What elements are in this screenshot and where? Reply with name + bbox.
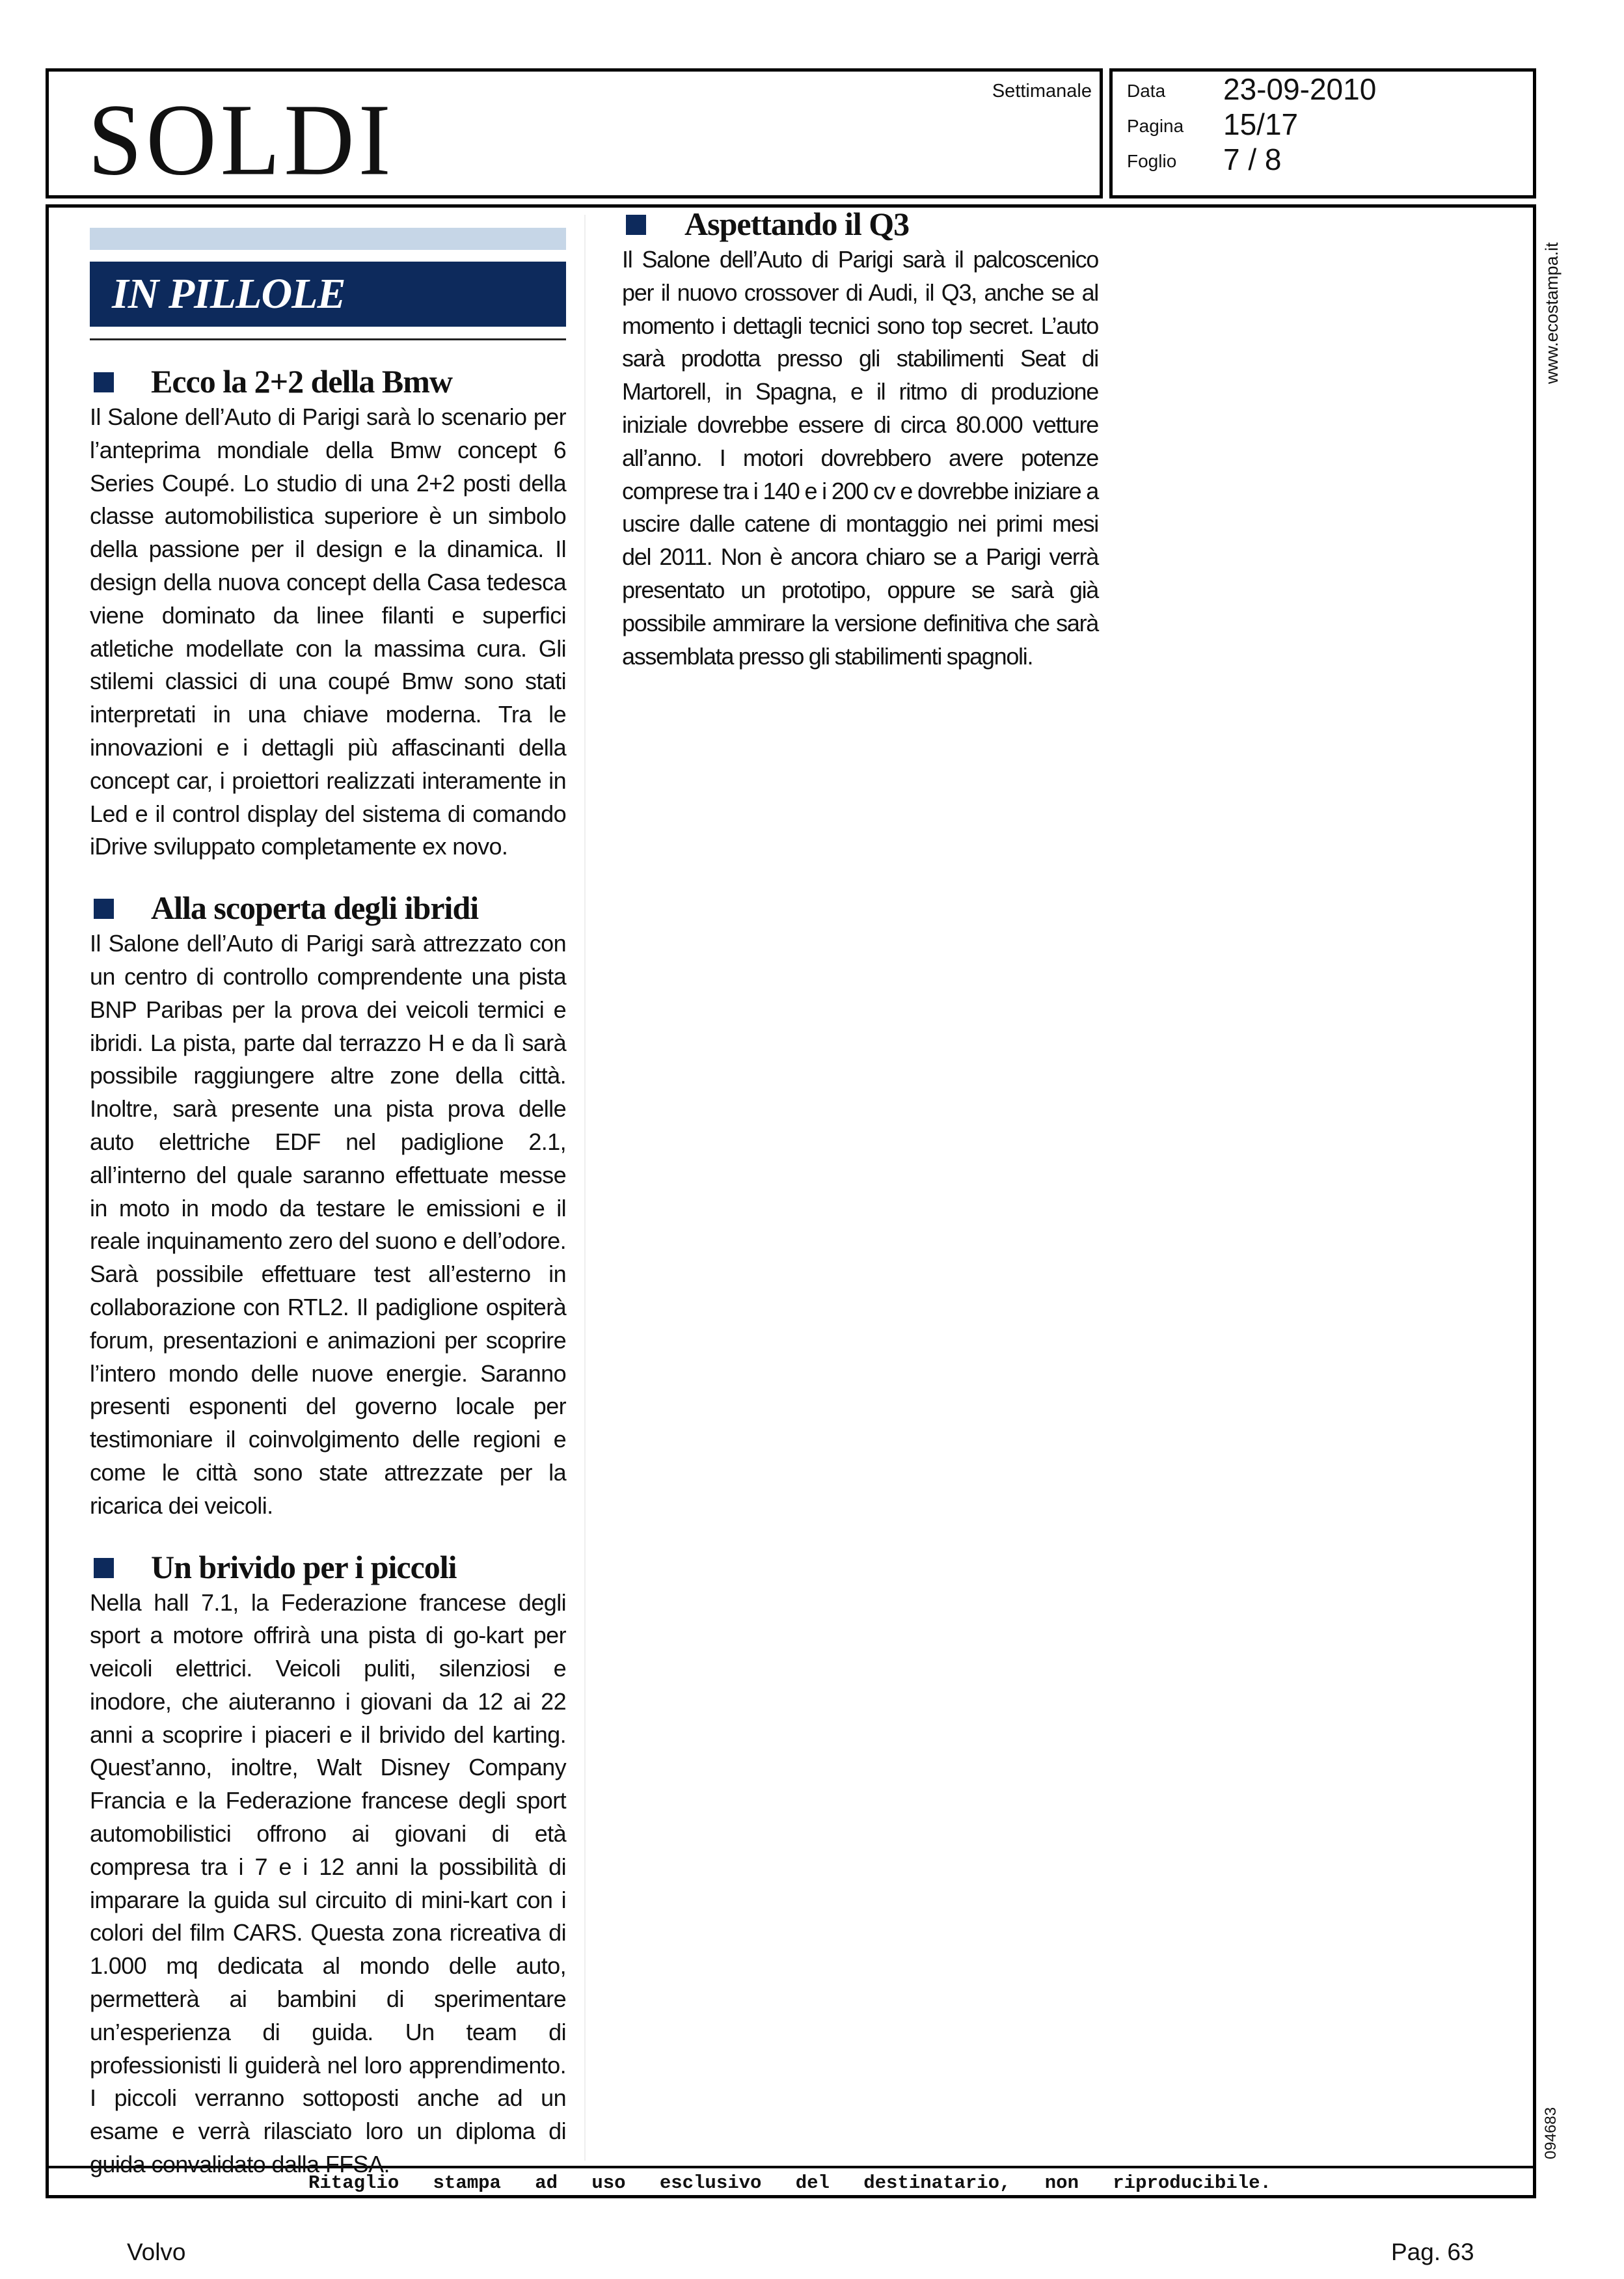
right-articles	[622, 204, 1098, 673]
article-header	[90, 1548, 566, 1587]
meta-page-label: Pagina	[1127, 116, 1184, 136]
masthead-logo: SOLDI	[88, 83, 395, 197]
notice-word: destinatario,	[863, 2172, 1011, 2194]
article	[90, 888, 566, 1522]
article-title: Aspettando il Q3	[684, 206, 910, 242]
square-bullet-icon	[94, 1558, 114, 1578]
left-articles	[90, 362, 566, 2181]
notice-word: ad	[535, 2172, 558, 2194]
meta-page-value: 15/17	[1223, 107, 1299, 141]
meta-date-value: 23-09-2010	[1223, 72, 1377, 106]
square-bullet-icon	[626, 215, 646, 235]
article-header	[90, 888, 566, 927]
article-body: Il Salone dell’Auto di Parigi sarà lo scenario per l’anteprima mondiale della Bmw concept 6 Series Coupé. Lo studio di una 2+2 posti della classe automobilistica superiore è un simbolo della passione per il design e la dinamica. Il design della nuova concept della Casa tedesca viene dominato da linee filanti e superfici atletiche modellate con la massima cura. Gli stilemi classici di una coupé Bmw sono stati interpretati in una chiave moderna. Tra le innovazioni e i dettagli più affascinanti della concept car, i proiettori realizzati interamente in Led e il control display del sistema di comando iDrive sviluppato completamente ex novo.	[90, 403, 566, 860]
section-banner-title: IN PILLOLE	[112, 270, 345, 318]
square-bullet-icon	[94, 899, 114, 919]
article	[90, 362, 566, 864]
article-header	[622, 204, 1098, 243]
banner-underline	[90, 338, 566, 340]
square-bullet-icon	[94, 372, 114, 392]
article-header	[90, 362, 566, 401]
website-vertical: www.ecostampa.it	[1542, 242, 1562, 384]
article-title: Un brivido per i piccoli	[151, 1548, 457, 1585]
reproduction-notice	[308, 2172, 1271, 2194]
page-number: Pag. 63	[1391, 2239, 1474, 2265]
notice-word: uso	[591, 2172, 626, 2194]
notice-word: non	[1044, 2172, 1079, 2194]
article	[622, 204, 1098, 673]
article-body: Nella hall 7.1, la Federazione francese degli sport a motore offrirà una pista di go-kart per veicoli elettrici. Veicoli puliti, silenziosi e inodore, che aiuteranno i giovani da 12 ai 22 anni a scoprire i piaceri e il brivido del karting. Quest’anno, inoltre, Walt Disney Company Francia e la Federazione francese degli sport automobilistici offrono ai giovani di età compresa tra i 7 e i 12 anni la possibilità di imparare la guida sul circuito di mini-kart con i colori del film CARS. Questa zona ricreativa di 1.000 mq dedicata al mondo delle auto, permetterà ai bambini di sperimentare un’esperienza di guida. Un team di professionisti li guiderà nel loro apprendimento. I piccoli verranno sottoposti anche ad un esame e verrà rilasciato loro un diploma di guida convalidato dalla FFSA.	[90, 1589, 566, 2178]
article-body: Il Salone dell’Auto di Parigi sarà attrezzato con un centro di controllo comprendente una pista BNP Paribas per la prova dei veicoli termici e ibridi. La pista, parte dal terrazzo H e da lì sarà possibile raggiungere altre zone della città. Inoltre, sarà presente una pista prova delle auto elettriche EDF nel padiglione 2.1, all’interno del quale saranno effettuate messe in moto in modo da testare le emissioni e il reale inquinamento zero del suono e dell’odore. Sarà possibile effettuare test all’esterno in collaborazione con RTL2. Il padiglione ospiterà forum, presentazioni e animazioni per scoprire l’intero mondo delle nuove energie. Saranno presenti esponenti del governo locale per testimoniare il coinvolgimento delle regioni e come le città sono state attrezzate per la ricarica dei veicoli.	[90, 930, 566, 1519]
client-name: Volvo	[127, 2239, 186, 2265]
meta-sheet-label: Foglio	[1127, 151, 1177, 171]
notice-word: stampa	[433, 2172, 501, 2194]
banner-accent-bar	[90, 228, 566, 250]
article	[90, 1548, 566, 2181]
meta-date-label: Data	[1127, 81, 1166, 101]
section-banner	[90, 262, 566, 327]
meta-sheet-value: 7 / 8	[1223, 143, 1282, 176]
notice-word: esclusivo	[659, 2172, 762, 2194]
notice-word: Ritaglio	[308, 2172, 399, 2194]
article-title: Alla scoperta degli ibridi	[151, 890, 479, 927]
periodicity-label: Settimanale	[992, 81, 1092, 102]
notice-word: del	[795, 2172, 830, 2194]
notice-word: riproducibile.	[1113, 2172, 1271, 2194]
article-body: Il Salone dell’Auto di Parigi sarà il palcoscenico per il nuovo crossover di Audi, il Q3, anche se al momento i dettagli tecnici sono top secret. L’auto sarà prodotta presso gli stabilimenti Seat di Martorell, in Spagna, e il ritmo di produzione iniziale dovrebbe essere di circa 80.000 vetture all’anno. I motori dovrebbero avere potenze comprese tra i 140 e i 200 cv e dovrebbe iniziare a uscire dalle catene di montaggio nei primi mesi del 2011. Non è ancora chiaro se a Parigi verrà presentato un prototipo, oppure se sarà già possibile ammirare la versione definitiva che sarà assemblata presso gli stabilimenti spagnoli.	[622, 246, 1098, 670]
article-title: Ecco la 2+2 della Bmw	[151, 363, 453, 400]
clip-code-vertical: 094683	[1542, 2107, 1560, 2159]
column-divider	[584, 215, 586, 2161]
